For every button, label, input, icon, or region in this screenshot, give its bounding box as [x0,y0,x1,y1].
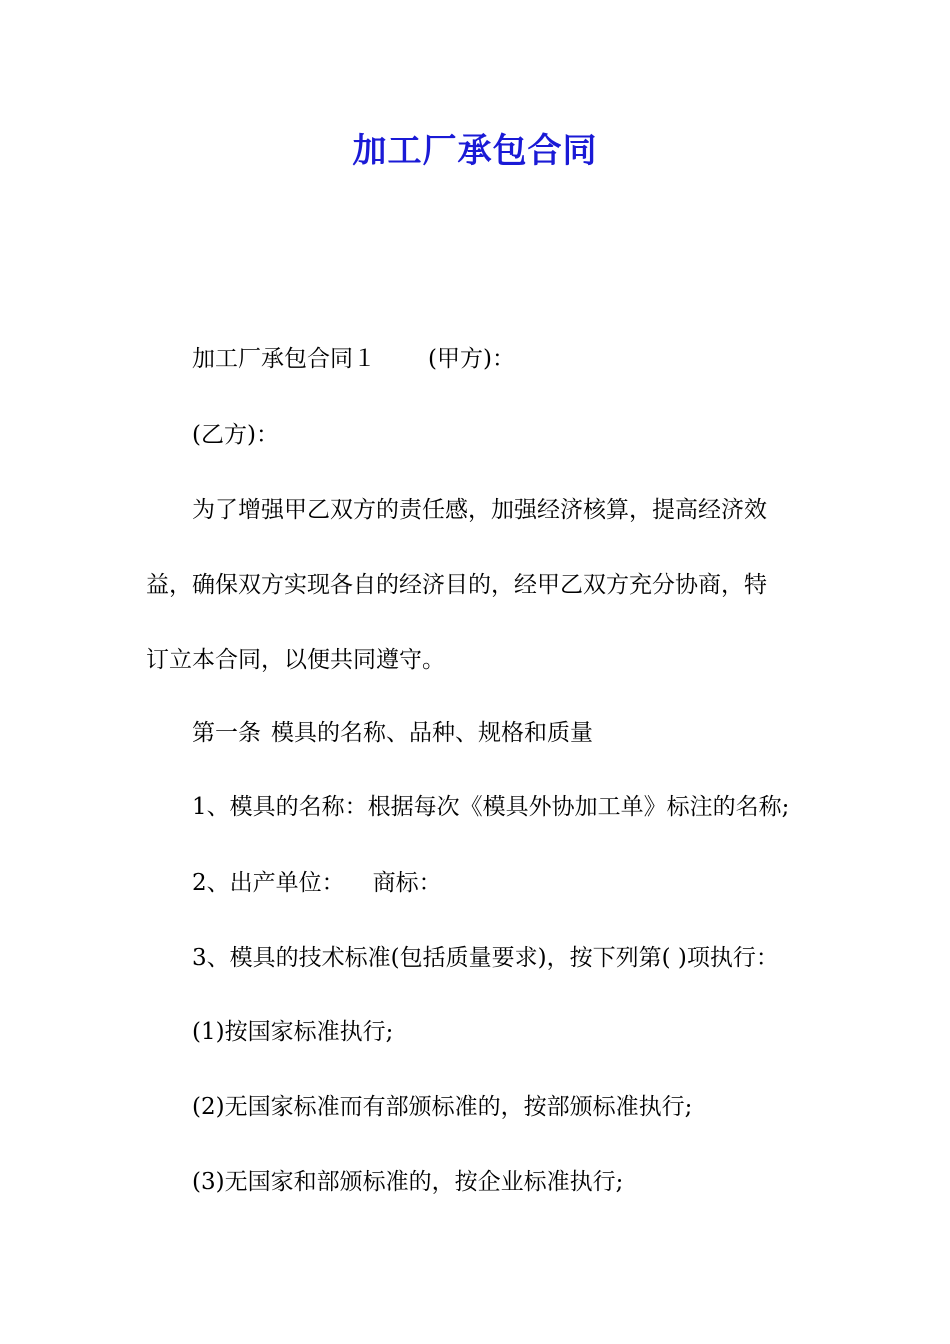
clause-item: 3、模具的技术标准(包括质量要求)，按下列第( )项执行： [192,945,779,971]
sub-clause: (3)无国家和部颁标准的，按企业标准执行; [192,1169,624,1195]
paragraph-line: 订立本合同，以便共同遵守。 [146,647,445,673]
document-title: 加工厂承包合同 [352,131,598,171]
trademark-label: 商标： [372,870,442,896]
contract-heading-line [0,343,950,375]
sub-clause: (2)无国家标准而有部颁标准的，按部颁标准执行; [192,1094,693,1120]
article-number: 第一条 [192,720,261,746]
party-b-label: (乙方)： [192,422,279,448]
article-heading [0,717,950,749]
article-title: 模具的名称、品种、规格和质量 [271,720,593,746]
paragraph-line: 为了增强甲乙双方的责任感，加强经济核算，提高经济效 [192,497,767,523]
clause-item [0,867,950,899]
party-a-label: (甲方)： [428,346,515,372]
clause-item: 1、模具的名称：根据每次《模具外协加工单》标注的名称; [192,794,790,820]
producer-label: 2、出产单位： [192,870,345,896]
contract-number: 加工厂承包合同１ [192,346,376,372]
paragraph-line: 益，确保双方实现各自的经济目的，经甲乙双方充分协商，特 [146,572,767,598]
sub-clause: (1)按国家标准执行; [192,1019,394,1045]
